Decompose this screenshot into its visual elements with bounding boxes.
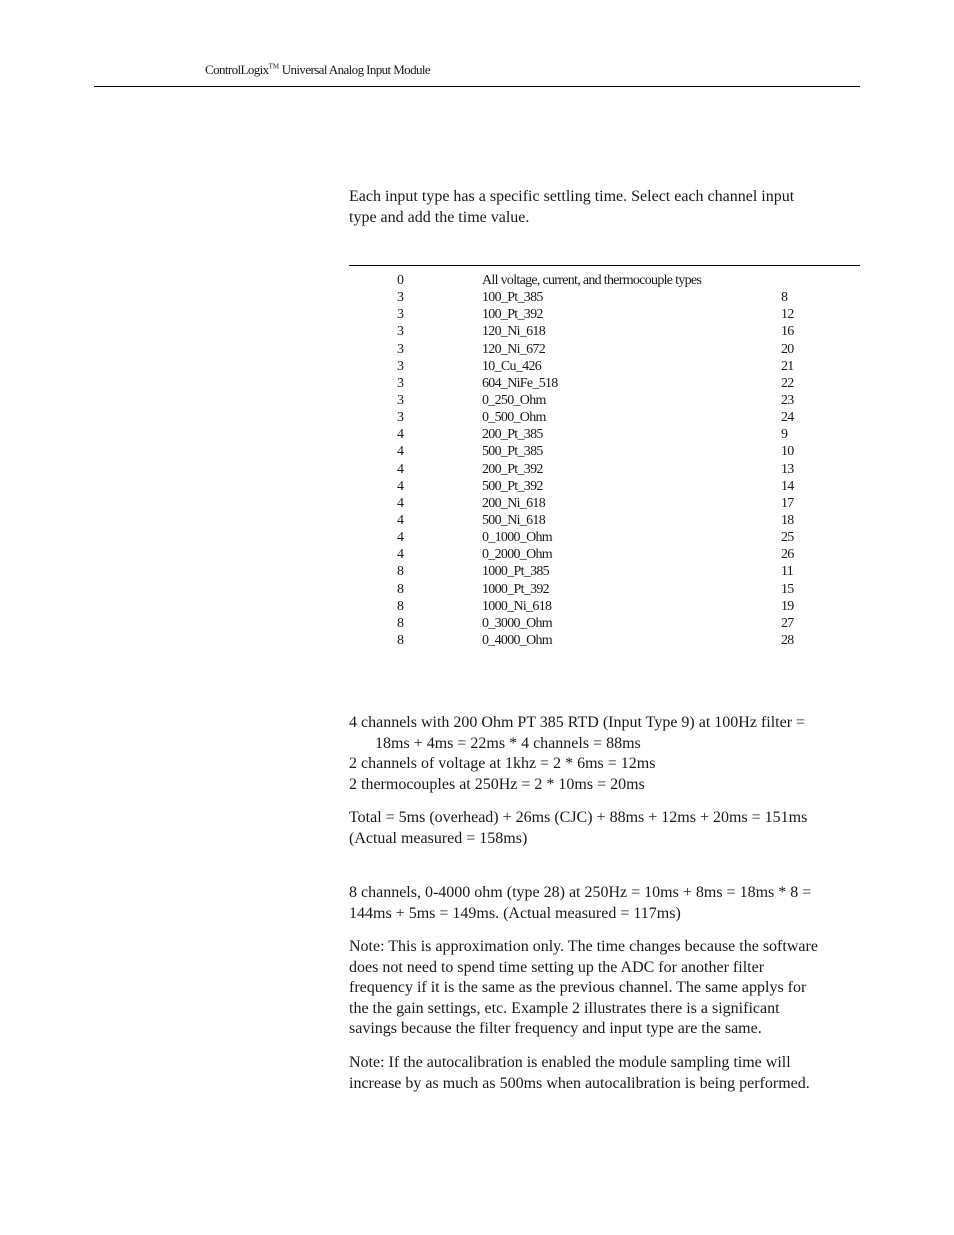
settling-time-cell: 4	[397, 444, 404, 460]
table-row	[349, 393, 860, 410]
type-code-cell: 24	[781, 410, 794, 426]
example-1-paragraph	[349, 713, 861, 795]
table-row	[349, 616, 860, 633]
intro-line: type and add the time value.	[349, 208, 530, 226]
type-code-cell: 18	[781, 512, 794, 528]
table-row	[349, 530, 860, 547]
input-type-cell: 500_Ni_618	[482, 512, 546, 528]
note-autocalibration	[349, 1053, 861, 1094]
input-type-cell: 0_2000_Ohm	[482, 547, 553, 563]
table-row	[349, 324, 860, 341]
table-row	[349, 307, 860, 324]
example-1-line: 4 channels with 200 Ohm PT 385 RTD (Input Type 9) at 100Hz filter =	[349, 714, 806, 731]
settling-time-cell: 4	[397, 495, 404, 511]
type-code-cell: 21	[781, 358, 794, 374]
settling-time-cell: 8	[397, 564, 404, 580]
settling-time-cell: 3	[397, 358, 404, 374]
table-row	[349, 479, 860, 496]
header-title-pre: ControlLogix	[205, 62, 269, 77]
input-type-cell: 500_Pt_385	[482, 444, 543, 460]
type-code-cell: 23	[781, 392, 794, 408]
example-1-line: 2 channels of voltage at 1khz = 2 * 6ms = 12ms	[349, 755, 656, 772]
intro-line: Each input type has a specific settling time. Select each channel input	[349, 188, 795, 205]
type-code-cell: 10	[781, 444, 794, 460]
settling-time-cell: 8	[397, 581, 404, 597]
settling-time-cell: 4	[397, 530, 404, 546]
input-type-cell: 100_Pt_392	[482, 307, 543, 323]
note-line: Note: This is approximation only. The time changes because the software	[349, 938, 818, 955]
input-type-cell: 1000_Pt_385	[482, 564, 549, 580]
note-line: increase by as much as 500ms when autocalibration is being performed.	[349, 1074, 810, 1092]
table-row	[349, 427, 860, 444]
settling-time-cell: 8	[397, 615, 404, 631]
type-code-cell: 28	[781, 632, 794, 648]
example-1-total-line: Total = 5ms (overhead) + 26ms (CJC) + 88ms + 12ms + 20ms = 151ms	[349, 809, 808, 826]
input-type-cell: 200_Ni_618	[482, 495, 546, 511]
type-code-cell: 22	[781, 375, 794, 391]
input-type-cell: 0_4000_Ohm	[482, 632, 553, 648]
input-type-cell: 120_Ni_618	[482, 324, 546, 340]
type-code-cell: 8	[781, 290, 788, 306]
settling-time-cell: 3	[397, 341, 404, 357]
settling-time-cell: 3	[397, 290, 404, 306]
type-code-cell: 9	[781, 427, 788, 443]
table-row	[349, 547, 860, 564]
input-type-cell: 0_500_Ohm	[482, 410, 546, 426]
type-code-cell: 12	[781, 307, 794, 323]
example-1-total-line: (Actual measured = 158ms)	[349, 829, 528, 847]
type-code-cell: 17	[781, 495, 794, 511]
settling-time-table	[349, 273, 860, 650]
table-row	[349, 444, 860, 461]
table-top-rule	[349, 265, 860, 266]
note-line: Note: If the autocalibration is enabled the module sampling time will	[349, 1054, 791, 1071]
header-title-post: Universal Analog Input Module	[279, 62, 431, 77]
example-1-line: 18ms + 4ms = 22ms * 4 channels = 88ms	[375, 734, 641, 752]
settling-time-cell: 3	[397, 392, 404, 408]
settling-time-cell: 0	[397, 273, 404, 288]
table-row	[349, 342, 860, 359]
input-type-cell: 1000_Ni_618	[482, 598, 552, 614]
input-type-cell: 0_250_Ohm	[482, 392, 546, 408]
note-line: savings because the filter frequency and input type are the same.	[349, 1020, 762, 1037]
settling-time-cell: 4	[397, 478, 404, 494]
note-approximation	[349, 937, 861, 1040]
example-2-paragraph	[349, 883, 861, 924]
running-header	[205, 62, 430, 78]
settling-time-cell: 4	[397, 461, 404, 477]
type-code-cell: 19	[781, 598, 794, 614]
intro-paragraph	[349, 187, 861, 228]
settling-time-cell: 3	[397, 375, 404, 391]
type-code-cell: 25	[781, 530, 794, 546]
input-type-cell: 0_3000_Ohm	[482, 615, 553, 631]
table-row	[349, 410, 860, 427]
type-code-cell: 14	[781, 478, 794, 494]
type-code-cell: 26	[781, 547, 794, 563]
settling-time-cell: 4	[397, 547, 404, 563]
table-row	[349, 290, 860, 307]
settling-time-cell: 3	[397, 307, 404, 323]
type-code-cell: 13	[781, 461, 794, 477]
settling-time-cell: 4	[397, 427, 404, 443]
settling-time-cell: 3	[397, 410, 404, 426]
note-line: does not need to spend time setting up the ADC for another filter	[349, 958, 765, 976]
input-type-cell: 10_Cu_426	[482, 358, 542, 374]
example-2-line: 144ms + 5ms = 149ms. (Actual measured = 117ms)	[349, 904, 681, 922]
input-type-cell: 1000_Pt_392	[482, 581, 549, 597]
table-row	[349, 359, 860, 376]
example-1-line: 2 thermocouples at 250Hz = 2 * 10ms = 20ms	[349, 775, 645, 793]
table-row	[349, 599, 860, 616]
input-type-cell: 200_Pt_385	[482, 427, 543, 443]
example-2-line: 8 channels, 0-4000 ohm (type 28) at 250Hz = 10ms + 8ms = 18ms * 8 =	[349, 884, 812, 901]
header-divider	[94, 86, 860, 87]
input-type-cell: 0_1000_Ohm	[482, 530, 553, 546]
note-line: the the gain settings, etc. Example 2 illustrates there is a significant	[349, 999, 780, 1017]
input-type-cell: 500_Pt_392	[482, 478, 543, 494]
type-code-cell: 15	[781, 581, 794, 597]
example-1-total	[349, 808, 861, 849]
input-type-cell: 604_NiFe_518	[482, 375, 558, 391]
settling-time-cell: 3	[397, 324, 404, 340]
input-type-cell: All voltage, current, and thermocouple types	[482, 273, 702, 288]
table-row	[349, 462, 860, 479]
table-row	[349, 582, 860, 599]
table-row	[349, 376, 860, 393]
table-row	[349, 273, 860, 290]
settling-time-cell: 8	[397, 598, 404, 614]
table-row	[349, 513, 860, 530]
type-code-cell: 16	[781, 324, 794, 340]
input-type-cell: 200_Pt_392	[482, 461, 543, 477]
table-row	[349, 564, 860, 581]
table-row	[349, 633, 860, 650]
note-line: frequency if it is the same as the previous channel. The same applys for	[349, 979, 807, 996]
input-type-cell: 100_Pt_385	[482, 290, 543, 306]
type-code-cell: 11	[781, 564, 794, 580]
input-type-cell: 120_Ni_672	[482, 341, 546, 357]
table-row	[349, 496, 860, 513]
type-code-cell: 27	[781, 615, 794, 631]
settling-time-cell: 4	[397, 512, 404, 528]
trademark-mark: TM	[268, 62, 280, 71]
type-code-cell: 20	[781, 341, 794, 357]
settling-time-cell: 8	[397, 632, 404, 648]
